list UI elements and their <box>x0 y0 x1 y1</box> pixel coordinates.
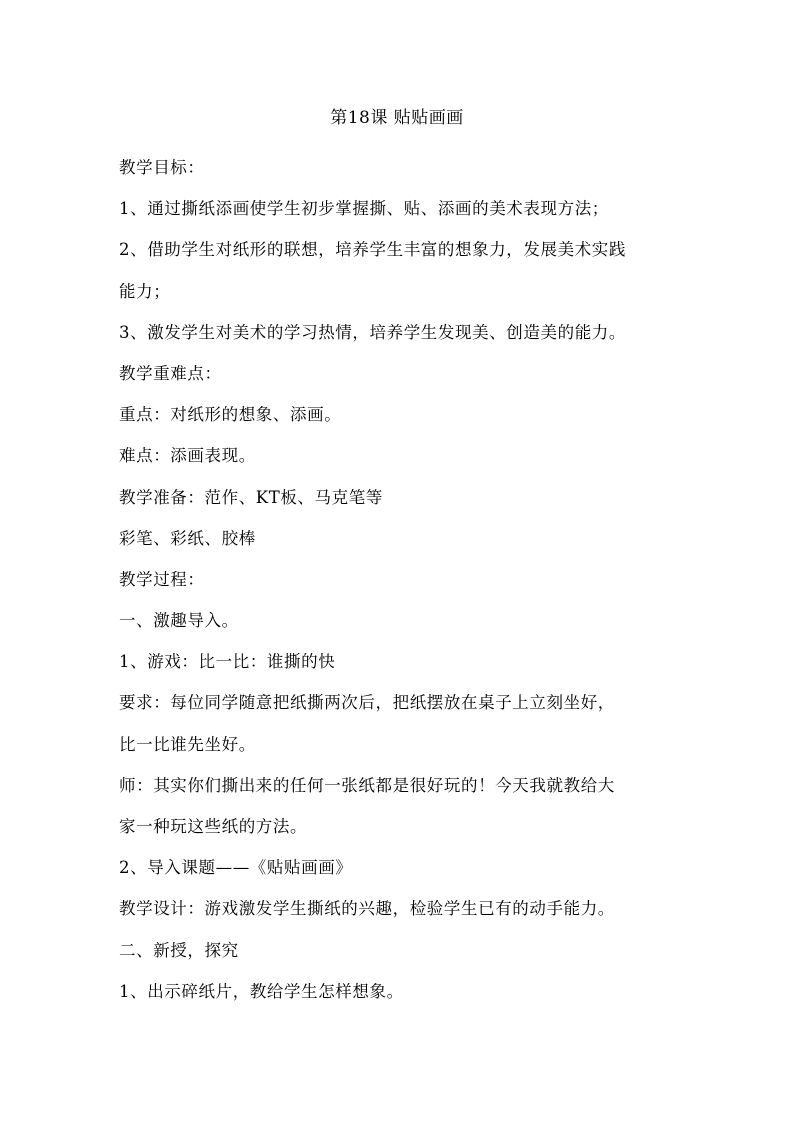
document-body <box>119 147 679 1012</box>
paragraph-line: 能力； <box>119 281 171 301</box>
paragraph-line: 2、借助学生对纸形的联想，培养学生丰富的想象力，发展美术实践 <box>119 240 626 260</box>
paragraph-line: 一、激趣导入。 <box>119 611 239 631</box>
paragraph-line: 2、导入课题——《贴贴画画》 <box>119 858 353 878</box>
document-title: 第18课 贴贴画画 <box>330 108 464 128</box>
paragraph-line: 难点：添画表现。 <box>119 446 256 466</box>
paragraph-line: 1、出示碎纸片，教给学生怎样想象。 <box>119 981 404 1001</box>
paragraph-line: 3、激发学生对美术的学习热情，培养学生发现美、创造美的能力。 <box>119 322 626 342</box>
paragraph-line: 教学准备：范作、KT板、马克笔等 <box>119 487 383 507</box>
paragraph-line: 重点：对纸形的想象、添画。 <box>119 405 342 425</box>
section-heading-process: 教学过程： <box>119 569 205 589</box>
paragraph-line: 二、新授，探究 <box>119 940 239 960</box>
paragraph-line: 家一种玩这些纸的方法。 <box>119 817 308 836</box>
section-heading-objectives: 教学目标： <box>119 158 205 177</box>
paragraph-line: 比一比谁先坐好。 <box>119 734 256 754</box>
paragraph-line: 1、游戏：比一比：谁撕的快 <box>119 652 336 672</box>
paragraph-line: 教学设计：游戏激发学生撕纸的兴趣，检验学生已有的动手能力。 <box>119 899 615 919</box>
paragraph-line: 要求：每位同学随意把纸撕两次后，把纸摆放在桌子上立刻坐好， <box>119 693 615 713</box>
paragraph-line: 彩笔、彩纸、胶棒 <box>119 528 256 548</box>
paragraph-line: 师：其实你们撕出来的任何一张纸都是很好玩的！今天我就教给大 <box>119 775 615 795</box>
paragraph-line: 1、通过撕纸添画使学生初步掌握撕、贴、添画的美术表现方法； <box>119 199 609 219</box>
section-heading-key-points: 教学重难点： <box>119 363 222 383</box>
